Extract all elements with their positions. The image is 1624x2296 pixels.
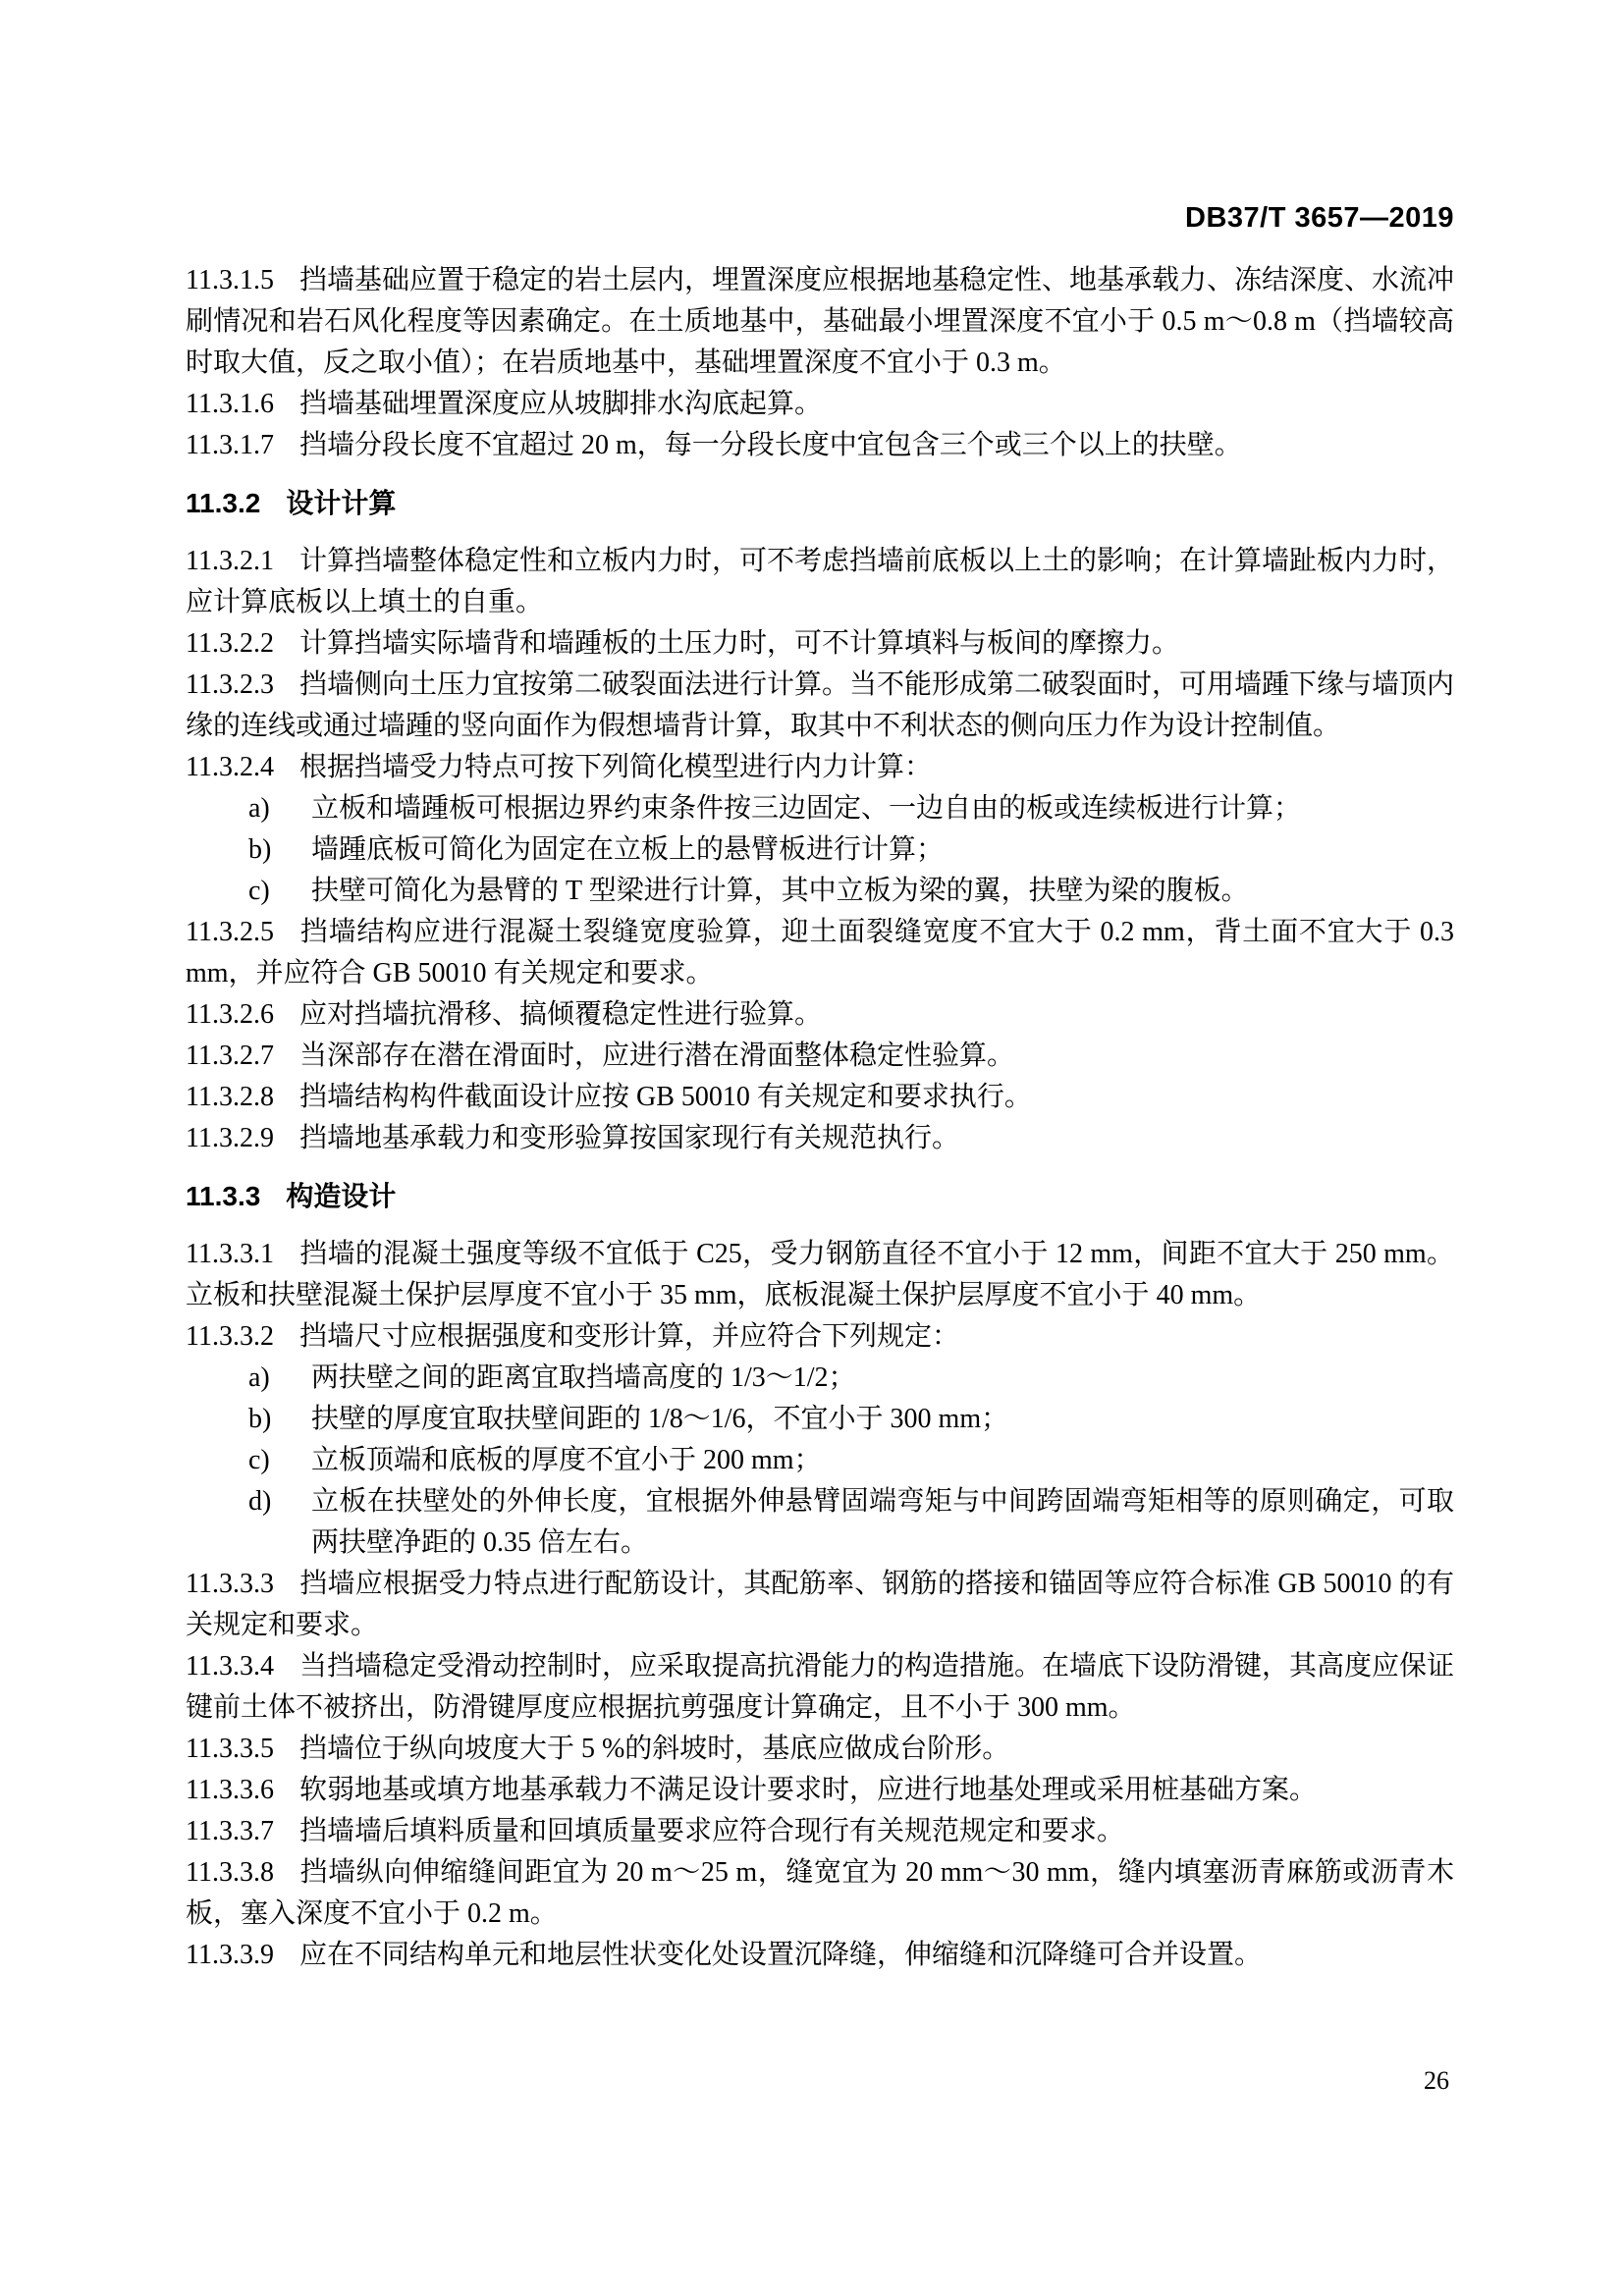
- clause-number: 11.3.2.8: [186, 1082, 274, 1112]
- clause-paragraph: [186, 1234, 1454, 1316]
- clause-number: 11.3.2.4: [186, 752, 274, 782]
- list-marker: d): [248, 1486, 272, 1517]
- clause-text: 当深部存在潜在滑面时，应进行潜在滑面整体稳定性验算。: [298, 1041, 1014, 1071]
- clause-text: 应在不同结构单元和地层性状变化处设置沉降缝，伸缩缝和沉降缝可合并设置。: [298, 1940, 1262, 1970]
- page-number: 26: [1424, 2066, 1449, 2095]
- section-heading: [186, 1176, 1454, 1217]
- clause-text: 挡墙侧向土压力宜按第二破裂面法进行计算。当不能形成第二破裂面时，可用墙踵下缘与墙顶内缘的连线或通过墙踵的竖向面作为假想墙背计算，取其中不利状态的侧向压力作为设计控制值。: [186, 669, 1454, 741]
- clause-text: 挡墙纵向伸缩缝间距宜为 20 m～25 m，缝宽宜为 20 mm～30 mm，缝内填塞沥青麻筋或沥青木板，塞入深度不宜小于 0.2 m。: [186, 1857, 1454, 1929]
- clause-text: 挡墙尺寸应根据强度和变形计算，并应符合下列规定：: [298, 1321, 959, 1352]
- clause-number: 11.3.3.8: [186, 1857, 274, 1888]
- clause-text: 挡墙分段长度不宜超过 20 m，每一分段长度中宜包含三个或三个以上的扶壁。: [298, 430, 1242, 460]
- clause-number: 11.3.3.9: [186, 1940, 274, 1970]
- section-number: 11.3.2: [186, 488, 261, 518]
- list-item: [248, 829, 1454, 871]
- list-item-text: 扶壁可简化为悬臂的 T 型梁进行计算，其中立板为梁的翼，扶壁为梁的腹板。: [311, 876, 1249, 906]
- clause-paragraph: [186, 541, 1454, 623]
- clause-paragraph: [186, 1770, 1454, 1811]
- clause-text: 应对挡墙抗滑移、搞倾覆稳定性进行验算。: [298, 999, 822, 1030]
- clause-paragraph: [186, 1316, 1454, 1358]
- clause-paragraph: [186, 623, 1454, 665]
- document-body: [186, 260, 1454, 1976]
- clause-paragraph: [186, 1118, 1454, 1159]
- clause-paragraph: [186, 1564, 1454, 1646]
- clause-text: 根据挡墙受力特点可按下列简化模型进行内力计算：: [298, 752, 932, 782]
- clause-paragraph: [186, 1036, 1454, 1077]
- clause-text: 挡墙基础应置于稳定的岩土层内，埋置深度应根据地基稳定性、地基承载力、冻结深度、水流冲刷情况和岩石风化程度等因素确定。在土质地基中，基础最小埋置深度不宜小于 0.5 m～0.8 m（挡墙较高时取大值，反之取小值）；在岩质地基中，基础埋置深度不宜小于 0.3 m。: [186, 265, 1454, 378]
- clause-number: 11.3.2.7: [186, 1041, 274, 1071]
- clause-paragraph: [186, 1935, 1454, 1976]
- clause-text: 挡墙应根据受力特点进行配筋设计，其配筋率、钢筋的搭接和锚固等应符合标准 GB 50010 的有关规定和要求。: [186, 1569, 1454, 1640]
- clause-number: 11.3.3.2: [186, 1321, 274, 1352]
- clause-paragraph: [186, 1077, 1454, 1118]
- clause-paragraph: [186, 1646, 1454, 1729]
- clause-number: 11.3.2.3: [186, 669, 274, 700]
- list-marker: a): [248, 793, 270, 824]
- section-number: 11.3.3: [186, 1181, 261, 1211]
- clause-text: 计算挡墙实际墙背和墙踵板的土压力时，可不计算填料与板间的摩擦力。: [298, 628, 1179, 659]
- clause-number: 11.3.2.2: [186, 628, 274, 659]
- document-number-header: DB37/T 3657—2019: [1185, 202, 1454, 234]
- clause-number: 11.3.3.1: [186, 1239, 274, 1269]
- clause-paragraph: [186, 912, 1454, 994]
- clause-text: 软弱地基或填方地基承载力不满足设计要求时，应进行地基处理或采用桩基础方案。: [298, 1775, 1317, 1805]
- clause-paragraph: [186, 747, 1454, 788]
- list-item: [248, 1358, 1454, 1399]
- clause-paragraph: [186, 665, 1454, 747]
- list-item-text: 墙踵底板可简化为固定在立板上的悬臂板进行计算；: [311, 834, 945, 865]
- clause-number: 11.3.1.7: [186, 430, 274, 460]
- clause-number: 11.3.2.5: [186, 917, 274, 947]
- list-item: [248, 871, 1454, 912]
- clause-paragraph: [186, 994, 1454, 1036]
- list-marker: b): [248, 1404, 272, 1434]
- clause-paragraph: [186, 260, 1454, 384]
- clause-text: 挡墙地基承载力和变形验算按国家现行有关规范执行。: [298, 1123, 959, 1153]
- list-item-text: 扶壁的厚度宜取扶壁间距的 1/8～1/6，不宜小于 300 mm；: [311, 1404, 1009, 1434]
- list-marker: a): [248, 1362, 270, 1393]
- clause-number: 11.3.3.3: [186, 1569, 274, 1599]
- clause-number: 11.3.1.6: [186, 389, 274, 419]
- clause-paragraph: [186, 1852, 1454, 1935]
- clause-number: 11.3.3.7: [186, 1816, 274, 1846]
- list-item-text: 两扶壁之间的距离宜取挡墙高度的 1/3～1/2；: [311, 1362, 856, 1393]
- list-item: [248, 1481, 1454, 1564]
- clause-text: 挡墙结构应进行混凝土裂缝宽度验算，迎土面裂缝宽度不宜大于 0.2 mm，背土面不宜大于 0.3 mm，并应符合 GB 50010 有关规定和要求。: [186, 917, 1454, 988]
- clause-text: 挡墙墙后填料质量和回填质量要求应符合现行有关规范规定和要求。: [298, 1816, 1124, 1846]
- list-item-text: 立板在扶壁处的外伸长度，宜根据外伸悬臂固端弯矩与中间跨固端弯矩相等的原则确定，可取两扶壁净距的 0.35 倍左右。: [311, 1486, 1454, 1558]
- list-marker: b): [248, 834, 272, 865]
- list-marker: c): [248, 876, 270, 906]
- section-heading: [186, 483, 1454, 524]
- section-title: 设计计算: [286, 488, 397, 518]
- clause-number: 11.3.3.4: [186, 1651, 274, 1682]
- list-item: [248, 788, 1454, 829]
- clause-number: 11.3.2.9: [186, 1123, 274, 1153]
- clause-paragraph: [186, 1729, 1454, 1770]
- clause-paragraph: [186, 1811, 1454, 1852]
- list-item: [248, 1440, 1454, 1481]
- clause-paragraph: [186, 425, 1454, 466]
- list-item-text: 立板和墙踵板可根据边界约束条件按三边固定、一边自由的板或连续板进行计算；: [311, 793, 1302, 824]
- clause-text: 计算挡墙整体稳定性和立板内力时，可不考虑挡墙前底板以上土的影响；在计算墙趾板内力时，应计算底板以上填土的自重。: [186, 546, 1454, 617]
- section-title: 构造设计: [286, 1181, 397, 1211]
- clause-paragraph: [186, 384, 1454, 425]
- clause-text: 当挡墙稳定受滑动控制时，应采取提高抗滑能力的构造措施。在墙底下设防滑键，其高度应保证键前土体不被挤出，防滑键厚度应根据抗剪强度计算确定，且不小于 300 mm。: [186, 1651, 1454, 1723]
- clause-text: 挡墙结构构件截面设计应按 GB 50010 有关规定和要求执行。: [298, 1082, 1032, 1112]
- list-marker: c): [248, 1445, 270, 1475]
- list-item: [248, 1399, 1454, 1440]
- clause-text: 挡墙基础埋置深度应从坡脚排水沟底起算。: [298, 389, 822, 419]
- clause-text: 挡墙的混凝土强度等级不宜低于 C25，受力钢筋直径不宜小于 12 mm，间距不宜大于 250 mm。立板和扶壁混凝土保护层厚度不宜小于 35 mm，底板混凝土保护层厚度不宜小于 40 mm。: [186, 1239, 1454, 1310]
- clause-number: 11.3.3.6: [186, 1775, 274, 1805]
- clause-number: 11.3.2.6: [186, 999, 274, 1030]
- list-item-text: 立板顶端和底板的厚度不宜小于 200 mm；: [311, 1445, 822, 1475]
- clause-number: 11.3.3.5: [186, 1734, 274, 1764]
- clause-text: 挡墙位于纵向坡度大于 5 %的斜坡时，基底应做成台阶形。: [298, 1734, 1010, 1764]
- clause-number: 11.3.2.1: [186, 546, 274, 576]
- clause-number: 11.3.1.5: [186, 265, 274, 295]
